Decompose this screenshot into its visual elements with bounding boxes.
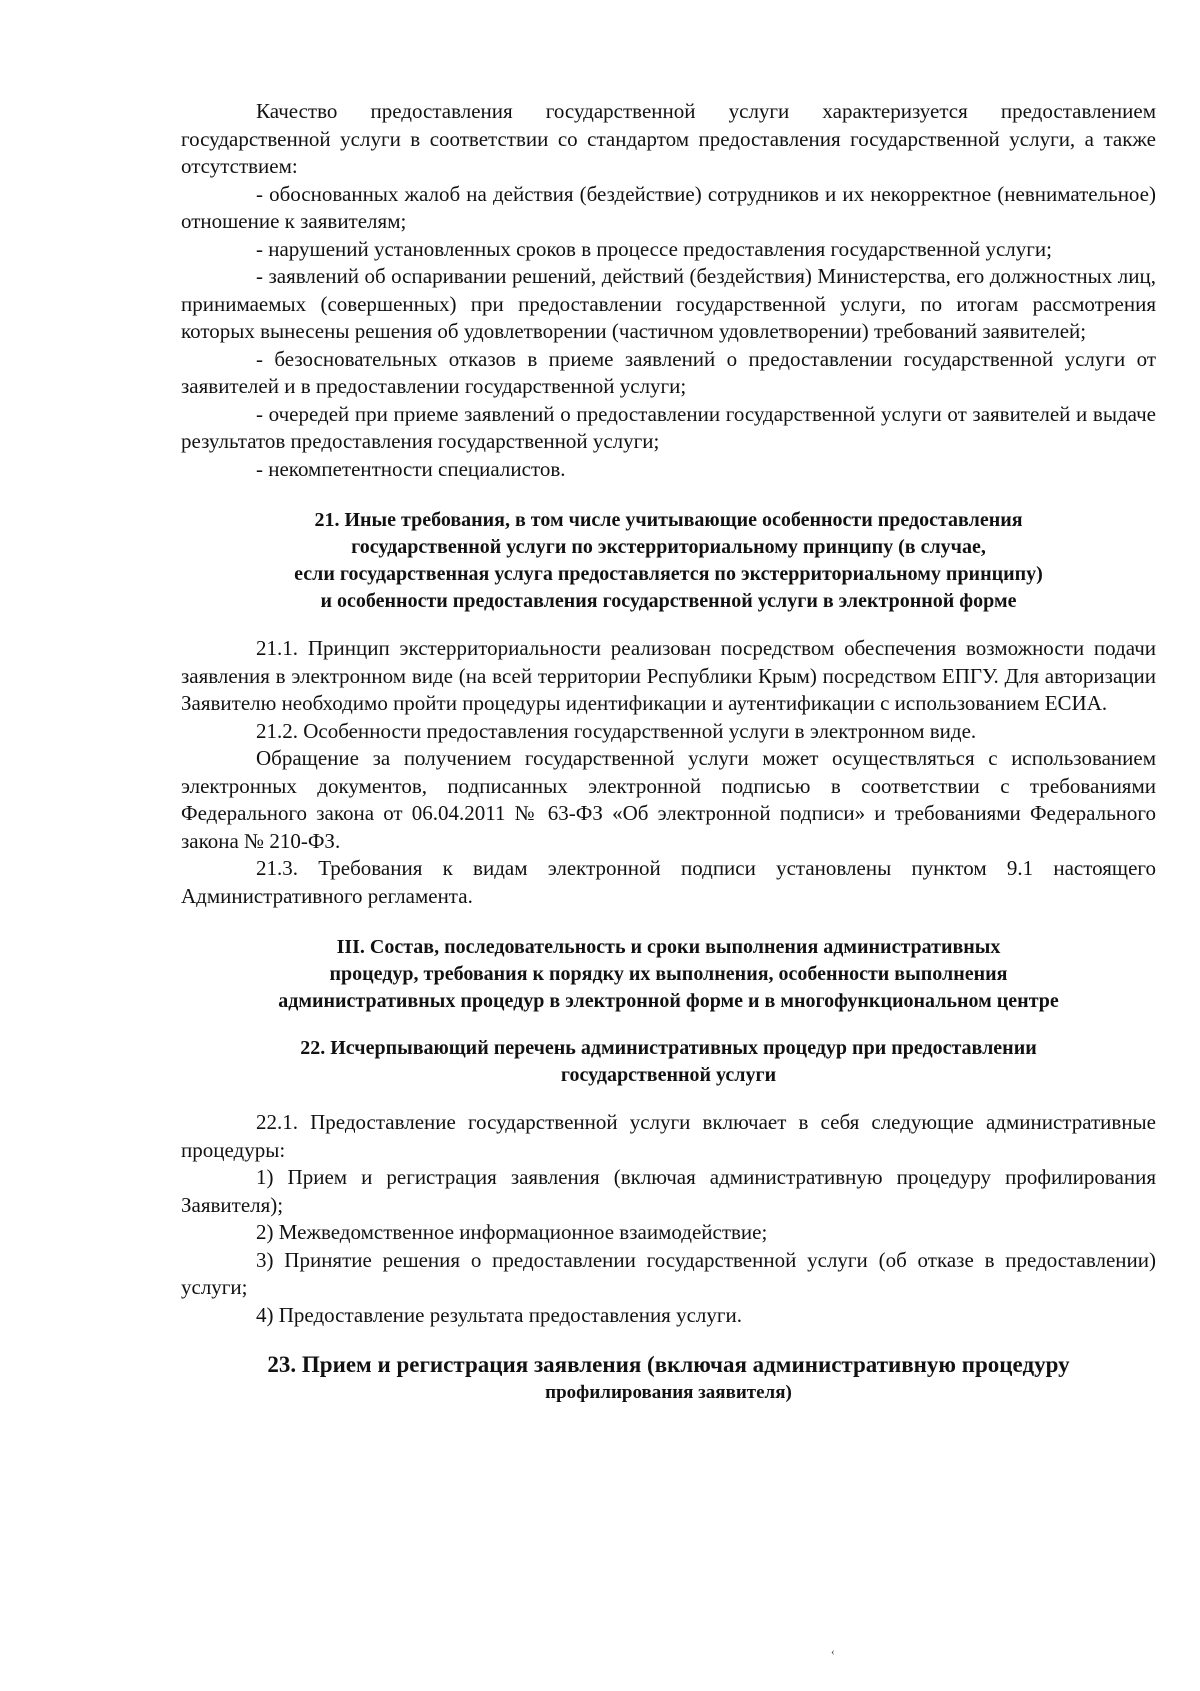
section-21-heading	[181, 507, 1156, 615]
paragraph: Качество предоставления государственной услуги характеризуется предоставлением государственной услуги в соответствии со стандартом предоставления государственной услуги, а также отсутствием:	[181, 99, 1156, 178]
paragraph: - безосновательных отказов в приеме заявлений о предоставлении государственной услуги от заявителей и в предоставлении государственной услуги;	[181, 346, 1156, 398]
section-23-heading	[181, 1349, 1156, 1406]
paragraph: 21.2. Особенности предоставления государственной услуги в электронном виде.	[256, 718, 977, 743]
heading-line: 22. Исчерпывающий перечень административных процедур при предоставлении	[300, 1037, 1037, 1059]
heading-line: государственной услуги по экстерриториальному принципу (в случае,	[351, 536, 986, 558]
section-22-heading	[181, 1035, 1156, 1089]
paragraph: - некомпетентности специалистов.	[256, 456, 566, 481]
list-item: 2) Межведомственное информационное взаимодействие;	[256, 1220, 768, 1244]
quality-section	[181, 98, 1156, 483]
heading-line: и особенности предоставления государственной услуги в электронной форме	[320, 590, 1017, 612]
paragraph: 21.1. Принцип экстерриториальности реализован посредством обеспечения возможности подачи заявления в электронном виде (на всей территории Республики Крым) посредством ЕПГУ. Для авторизации Заявителю необходимо пройти процедуры идентификации и аутентификации с использованием ЕСИА.	[181, 636, 1156, 715]
heading-line: III. Состав, последовательность и сроки выполнения административных	[336, 936, 1001, 958]
section-21-body	[181, 635, 1156, 910]
paragraph: 21.3. Требования к видам электронной подписи установлены пунктом 9.1 настоящего Административного регламента.	[181, 856, 1156, 908]
scan-mark: ‹	[831, 1646, 835, 1658]
paragraph: - очередей при приеме заявлений о предоставлении государственной услуги от заявителей и выдаче результатов предоставления государственной услуги;	[181, 401, 1156, 453]
list-item: 1) Прием и регистрация заявления (включая административную процедуру профилирования Заявителя);	[181, 1165, 1156, 1217]
list-item: 4) Предоставление результата предоставления услуги.	[256, 1302, 742, 1327]
heading-line: государственной услуги	[560, 1064, 777, 1086]
chapter-iii-heading	[181, 934, 1156, 1015]
paragraph: - нарушений установленных сроков в процессе предоставления государственной услуги;	[256, 236, 1052, 261]
heading-line: 21. Иные требования, в том числе учитывающие особенности предоставления	[314, 509, 1023, 531]
heading-line: процедур, требования к порядку их выполнения, особенности выполнения	[329, 963, 1008, 985]
heading-line: административных процедур в электронной форме и в многофункциональном центре	[278, 990, 1059, 1012]
heading-line: если государственная услуга предоставляется по экстерриториальному принципу)	[294, 563, 1043, 585]
paragraph: 22.1. Предоставление государственной услуги включает в себя следующие административные процедуры:	[181, 1110, 1156, 1162]
paragraph: - обоснованных жалоб на действия (бездействие) сотрудников и их некорректное (невнимательное) отношение к заявителям;	[181, 181, 1156, 233]
list-item: 3) Принятие решения о предоставлении государственной услуги (об отказе в предоставлении) услуги;	[181, 1247, 1156, 1299]
document-page	[181, 98, 1156, 1406]
section-22-body	[181, 1109, 1156, 1329]
heading-line: 23. Прием и регистрация заявления (включая административную процедуру	[267, 1352, 1070, 1377]
paragraph: - заявлений об оспаривании решений, действий (бездействия) Министерства, его должностных лиц, принимаемых (совершенных) при предоставлении государственной услуги, по итогам рассмотрения которых вынесены решения об удовлетворении (частичном удовлетворении) требований заявителей;	[181, 264, 1156, 343]
heading-line: профилирования заявителя)	[545, 1382, 792, 1403]
paragraph: Обращение за получением государственной услуги может осуществляться с использованием электронных документов, подписанных электронной подписью в соответствии с требованиями Федерального закона от 06.04.2011 № 63-ФЗ «Об электронной подписи» и требованиями Федерального закона № 210-ФЗ.	[181, 746, 1156, 853]
